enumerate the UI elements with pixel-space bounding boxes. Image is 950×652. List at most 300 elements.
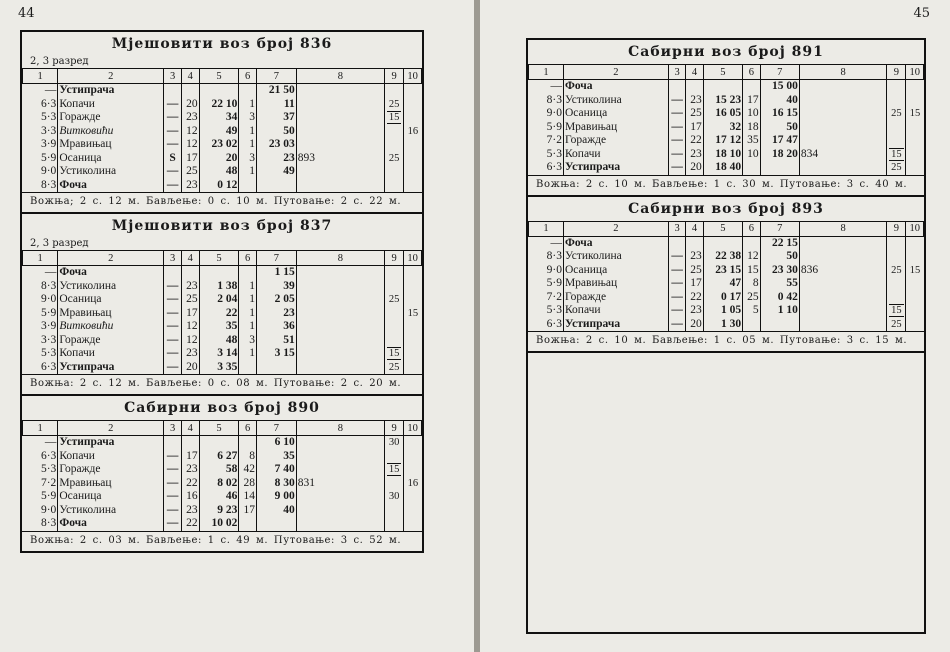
run-minutes: 16 [181,490,199,504]
column-header: 7 [760,221,799,236]
column-header: 2 [563,65,668,80]
dwell-minutes: 28 [239,477,257,491]
column-header: 2 [58,251,164,266]
arrival-time: 47 [703,277,742,291]
stop-mark: — [164,125,182,139]
speed-value [906,304,924,318]
station-name: Горажде [563,134,668,148]
distance-km: 8·3 [23,179,58,193]
section-footer: Вожња: 2 с. 10 м. Бављење: 1 с. 30 м. Путовање: 3 с. 40 м. [528,175,924,195]
speed-value [906,277,924,291]
stop-mark: — [164,307,182,321]
distance-km: 9·0 [23,504,58,518]
arrival-time: 18 40 [703,161,742,175]
station-name: Фоча [58,266,164,280]
arrival-time: 3 35 [199,361,239,375]
speed-value [906,94,924,108]
load-value [385,266,404,280]
column-header: 1 [529,65,564,80]
arrival-time [199,436,239,450]
timetable-frame-right [526,38,926,634]
load-value [887,318,906,332]
column-header: 8 [296,251,384,266]
departure-time: 49 [257,165,297,179]
station-name: Горажде [563,291,668,305]
crossing-train [296,334,384,348]
load-value [385,307,404,321]
arrival-time: 1 05 [703,304,742,318]
stop-mark: — [164,477,182,491]
crossing-train [296,84,384,98]
load-value [887,148,906,162]
column-header: 6 [743,65,760,80]
arrival-time: 35 [199,320,239,334]
section-footer: Вожња: 2 с. 12 м. Бављење: 0 с. 08 м. Путовање: 2 с. 20 м. [22,374,422,394]
distance-km: 7·2 [529,134,564,148]
distance-km: 7·2 [529,291,564,305]
arrival-time: 46 [199,490,239,504]
section-footer: Вожња: 2 с. 03 м. Бављење: 1 с. 49 м. Путовање: 3 с. 52 м. [22,531,422,551]
departure-time: 9 00 [257,490,297,504]
crossing-train [296,293,384,307]
arrival-time [199,84,239,98]
crossing-train [799,291,886,305]
station-name: Мравињац [563,121,668,135]
stop-mark: — [668,134,685,148]
column-header: 3 [164,251,182,266]
timetable-row [23,165,422,179]
column-header: 7 [257,251,297,266]
stop-mark [164,266,182,280]
section-footer: Вожња: 2 с. 10 м. Бављење: 1 с. 05 м. Путовање: 3 с. 15 м. [528,331,924,351]
timetable-row [23,334,422,348]
station-name: Горажде [58,334,164,348]
departure-time: 51 [257,334,297,348]
run-minutes: 22 [181,517,199,531]
stop-mark: — [164,517,182,531]
column-header: 6 [239,421,257,436]
arrival-time: 49 [199,125,239,139]
speed-value [404,84,422,98]
load-value [385,179,404,193]
load-value [385,517,404,531]
crossing-train [296,463,384,477]
departure-time: 23 [257,152,297,166]
arrival-time: 22 [199,307,239,321]
distance-km: — [529,80,564,94]
distance-km: — [23,266,58,280]
train-title: Сабирни воз број 893 [628,200,824,217]
arrival-time: 32 [703,121,742,135]
speed-value [404,463,422,477]
arrival-time: 23 02 [199,138,239,152]
column-header: 5 [703,221,742,236]
departure-time: 1 10 [760,304,799,318]
load-value-text: 25 [891,162,902,173]
dwell-minutes [239,179,257,193]
arrival-time: 16 05 [703,107,742,121]
crossing-train [296,266,384,280]
run-minutes: 17 [181,152,199,166]
load-value [385,477,404,491]
timetable-row [23,293,422,307]
dwell-minutes: 3 [239,334,257,348]
distance-km: 8·3 [23,517,58,531]
load-value [887,80,906,94]
column-header: 3 [164,69,182,84]
train-title: Сабирни воз број 890 [124,400,320,416]
timetable [528,221,924,332]
dwell-minutes: 35 [743,134,760,148]
distance-km: 3·9 [23,138,58,152]
dwell-minutes: 1 [239,293,257,307]
dwell-minutes: 3 [239,152,257,166]
run-minutes: 20 [181,98,199,112]
speed-value [906,134,924,148]
station-name: Мравињац [58,307,164,321]
station-name: Горажде [58,111,164,125]
stop-mark: — [668,277,685,291]
arrival-time [703,80,742,94]
stop-mark: — [668,121,685,135]
load-value [887,264,906,278]
dwell-minutes: 1 [239,320,257,334]
stop-mark: — [668,264,685,278]
run-minutes: 23 [181,504,199,518]
run-minutes: 17 [181,450,199,464]
timetable-row [23,307,422,321]
stop-mark: — [668,94,685,108]
distance-km: 3·3 [23,334,58,348]
stop-mark: — [164,138,182,152]
speed-value [906,236,924,250]
stop-mark: — [164,293,182,307]
station-name: Витковићи [58,125,164,139]
departure-time: 6 10 [257,436,297,450]
arrival-time: 48 [199,165,239,179]
load-value-text: 25 [388,152,400,164]
speed-value [906,121,924,135]
timetable-row [529,236,924,250]
departure-time: 55 [760,277,799,291]
train-title: Сабирни воз број 891 [628,44,824,60]
crossing-train [296,517,384,531]
dwell-minutes: 10 [743,107,760,121]
crossing-train [296,361,384,375]
run-minutes: 23 [686,148,703,162]
station-name: Копачи [58,98,164,112]
timetable-row [23,490,422,504]
load-value [887,277,906,291]
speed-value: 16 [407,125,419,137]
column-header: 7 [257,421,297,436]
distance-km: 5·9 [23,307,58,321]
distance-km: 8·3 [529,94,564,108]
distance-km: 7·2 [23,477,58,491]
stop-mark: — [164,111,182,125]
dwell-minutes: 1 [239,125,257,139]
stop-mark: — [668,318,685,332]
column-header-row [23,69,422,84]
stop-mark [668,80,685,94]
column-header: 6 [743,221,760,236]
station-name: Мравињац [58,138,164,152]
run-minutes [181,266,199,280]
arrival-time: 15 23 [703,94,742,108]
run-minutes: 25 [181,293,199,307]
speed-value [404,179,422,193]
column-header: 9 [887,65,906,80]
crossing-train: 836 [799,264,886,278]
dwell-minutes: 42 [239,463,257,477]
load-value-text: 15 [388,348,400,359]
load-value [385,504,404,518]
column-header-row [529,221,924,236]
departure-time: 23 30 [760,264,799,278]
run-minutes [181,436,199,450]
speed-value [404,138,422,152]
run-minutes: 23 [181,179,199,193]
timetable-row [23,463,422,477]
crossing-train [799,80,886,94]
load-value [385,152,404,166]
run-minutes [686,236,703,250]
crossing-train [799,318,886,332]
distance-km: — [23,436,58,450]
stop-mark: — [668,304,685,318]
timetable-row [23,280,422,294]
dwell-minutes: 3 [239,111,257,125]
timetable-row [529,264,924,278]
speed-value [404,490,422,504]
departure-time: 15 00 [760,80,799,94]
crossing-train [296,320,384,334]
crossing-train [799,236,886,250]
column-header-row [529,65,924,80]
dwell-minutes: 25 [743,291,760,305]
departure-time: 2 05 [257,293,297,307]
load-value [887,291,906,305]
stop-mark: — [164,361,182,375]
class-subtitle: 2, 3 разред [30,238,89,249]
column-header: 3 [668,65,685,80]
column-header: 2 [58,69,164,84]
column-header: 10 [906,65,924,80]
stop-mark: S [164,152,182,166]
station-name: Копачи [563,148,668,162]
distance-km: 5·9 [23,152,58,166]
column-header: 1 [23,421,58,436]
departure-time [760,161,799,175]
train-title: Мјешовити воз број 837 [111,218,333,234]
speed-value [404,293,422,307]
crossing-train [799,134,886,148]
speed-value [906,148,924,162]
column-header-row [23,251,422,266]
column-header: 5 [703,65,742,80]
dwell-minutes [743,318,760,332]
column-header: 6 [239,69,257,84]
crossing-train [296,450,384,464]
page-number-left: 44 [18,6,35,21]
dwell-minutes: 10 [743,148,760,162]
dwell-minutes: 8 [743,277,760,291]
speed-value [404,111,422,125]
dwell-minutes [743,161,760,175]
departure-time [257,517,297,531]
dwell-minutes: 12 [743,250,760,264]
run-minutes: 23 [181,111,199,125]
dwell-minutes [743,236,760,250]
station-name: Фоча [563,80,668,94]
speed-value [906,250,924,264]
departure-time [257,361,297,375]
train-section [528,197,924,354]
column-header: 9 [887,221,906,236]
arrival-time: 22 10 [199,98,239,112]
station-name: Устиколина [58,504,164,518]
distance-km: 5·9 [23,490,58,504]
timetable-row [23,504,422,518]
load-value-text: 15 [388,464,400,475]
distance-km: 8·3 [529,250,564,264]
speed-value [404,450,422,464]
dwell-minutes: 5 [743,304,760,318]
crossing-train [799,277,886,291]
station-name: Осаница [58,293,164,307]
column-header: 4 [181,251,199,266]
stop-mark: — [164,490,182,504]
load-value [887,161,906,175]
distance-km: — [23,84,58,98]
crossing-train [799,107,886,121]
station-name: Фоча [58,179,164,193]
timetable [528,64,924,175]
departure-time: 40 [760,94,799,108]
arrival-time: 8 02 [199,477,239,491]
speed-value [906,318,924,332]
crossing-train [296,165,384,179]
speed-value: 15 [909,264,921,276]
run-minutes: 25 [686,264,703,278]
speed-value [404,320,422,334]
station-name: Копачи [563,304,668,318]
load-value [385,436,404,450]
crossing-train [799,250,886,264]
timetable-row [529,107,924,121]
run-minutes: 22 [686,134,703,148]
crossing-train [296,280,384,294]
column-header: 4 [181,69,199,84]
class-subtitle: 2, 3 разред [30,56,89,67]
column-header: 2 [563,221,668,236]
speed-value [906,80,924,94]
stop-mark: — [668,107,685,121]
timetable-row [23,347,422,361]
dwell-minutes: 18 [743,121,760,135]
speed-value [404,98,422,112]
arrival-time: 1 30 [703,318,742,332]
load-value [385,165,404,179]
arrival-time: 10 02 [199,517,239,531]
stop-mark: — [164,165,182,179]
column-header: 3 [164,421,182,436]
dwell-minutes [239,361,257,375]
distance-km: 5·3 [23,111,58,125]
departure-time: 23 03 [257,138,297,152]
arrival-time: 0 12 [199,179,239,193]
load-value [887,236,906,250]
dwell-minutes: 17 [743,94,760,108]
load-value-text: 30 [388,491,400,502]
crossing-train [799,121,886,135]
station-name: Устипрача [563,318,668,332]
distance-km: 3·9 [23,320,58,334]
load-value [887,304,906,318]
distance-km: 6·3 [529,318,564,332]
column-header: 2 [58,421,164,436]
distance-km: 5·3 [23,463,58,477]
speed-value [404,152,422,166]
load-value [385,463,404,477]
station-name: Витковићи [58,320,164,334]
run-minutes: 20 [686,161,703,175]
crossing-train [296,179,384,193]
column-header: 6 [239,251,257,266]
crossing-train [296,111,384,125]
timetable-row [529,161,924,175]
dwell-minutes: 17 [239,504,257,518]
crossing-train [296,125,384,139]
timetable-row [23,125,422,139]
distance-km: 9·0 [23,165,58,179]
run-minutes: 25 [686,107,703,121]
column-header: 4 [181,421,199,436]
load-value [385,334,404,348]
stop-mark: — [164,280,182,294]
crossing-train [296,504,384,518]
stop-mark: — [164,334,182,348]
arrival-time: 0 17 [703,291,742,305]
load-value-text: 25 [891,264,902,276]
distance-km: 6·3 [529,161,564,175]
dwell-minutes [239,266,257,280]
dwell-minutes: 1 [239,98,257,112]
run-minutes: 23 [686,304,703,318]
station-name: Мравињац [563,277,668,291]
departure-time: 36 [257,320,297,334]
load-value [385,84,404,98]
left-page [0,0,474,652]
run-minutes: 17 [686,121,703,135]
departure-time: 50 [760,250,799,264]
stop-mark: — [668,161,685,175]
station-name: Устипрача [58,84,164,98]
crossing-train [799,304,886,318]
run-minutes: 20 [686,318,703,332]
distance-km: 9·0 [23,293,58,307]
timetable-row [529,121,924,135]
run-minutes: 23 [686,94,703,108]
departure-time: 50 [760,121,799,135]
departure-time: 21 50 [257,84,297,98]
column-header: 7 [257,69,297,84]
arrival-time [703,236,742,250]
train-title: Мјешовити воз број 836 [111,36,333,52]
arrival-time: 34 [199,111,239,125]
departure-time [257,179,297,193]
speed-value [404,436,422,450]
